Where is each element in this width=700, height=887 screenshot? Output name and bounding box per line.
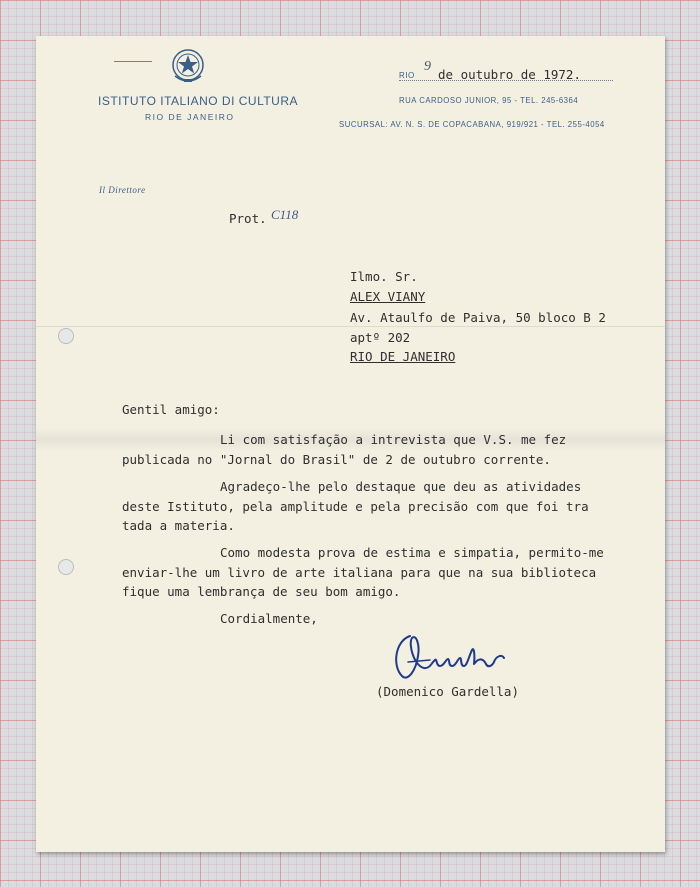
date-text: de outubro de 1972. [438, 67, 581, 82]
paragraph-2-line-1: Agradeço-lhe pelo destaque que deu as atividades [220, 479, 582, 494]
greeting: Gentil amigo: [122, 402, 220, 417]
main-address: RUA CARDOSO JUNIOR, 95 - TEL. 245-6364 [399, 96, 579, 105]
closing: Cordialmente, [220, 611, 318, 626]
paragraph-3-line-3: fique uma lembrança de seu bom amigo. [122, 584, 401, 599]
punch-hole-top [58, 328, 74, 344]
protocol-number: C118 [271, 207, 299, 222]
paragraph-2-line-2: deste Istituto, pela amplitude e pela precisão com que foi tra [122, 499, 589, 514]
paragraph-1-line-2: publicada no "Jornal do Brasil" de 2 de outubro corrente. [122, 452, 551, 467]
branch-address: SUCURSAL: AV. N. S. DE COPACABANA, 919/921 - TEL. 255-4054 [339, 120, 605, 129]
signatory-name: (Domenico Gardella) [376, 684, 519, 699]
institute-city: RIO DE JANEIRO [145, 112, 235, 122]
protocol-label: Prot. [229, 211, 267, 226]
fold-crease [36, 326, 665, 327]
institute-name: ISTITUTO ITALIANO DI CULTURA [98, 94, 299, 108]
recipient-apartment: aptº 202 [350, 330, 411, 345]
paragraph-3-line-2: enviar-lhe um livro de arte italiana para que na sua biblioteca [122, 565, 597, 580]
recipient-name: ALEX VIANY [350, 289, 426, 304]
date-day: 9 [424, 59, 431, 74]
date-prefix: RIO [399, 71, 415, 80]
punch-hole-bottom [58, 559, 74, 575]
recipient-street: Av. Ataulfo de Paiva, 50 bloco B 2 [350, 310, 606, 325]
pencil-mark [114, 61, 152, 62]
paragraph-3-line-1: Como modesta prova de estima e simpatia, permito-me [220, 545, 604, 560]
handwritten-signature [390, 626, 520, 690]
recipient-salutation: Ilmo. Sr. [350, 269, 418, 284]
paragraph-2-line-3: tada a materia. [122, 518, 235, 533]
recipient-city: RIO DE JANEIRO [350, 349, 456, 364]
director-title: Il Direttore [99, 185, 146, 195]
letter-page [36, 36, 665, 852]
italian-republic-emblem-icon [170, 46, 206, 90]
paragraph-1-line-1: Li com satisfação a intrevista que V.S. me fez [220, 432, 567, 447]
